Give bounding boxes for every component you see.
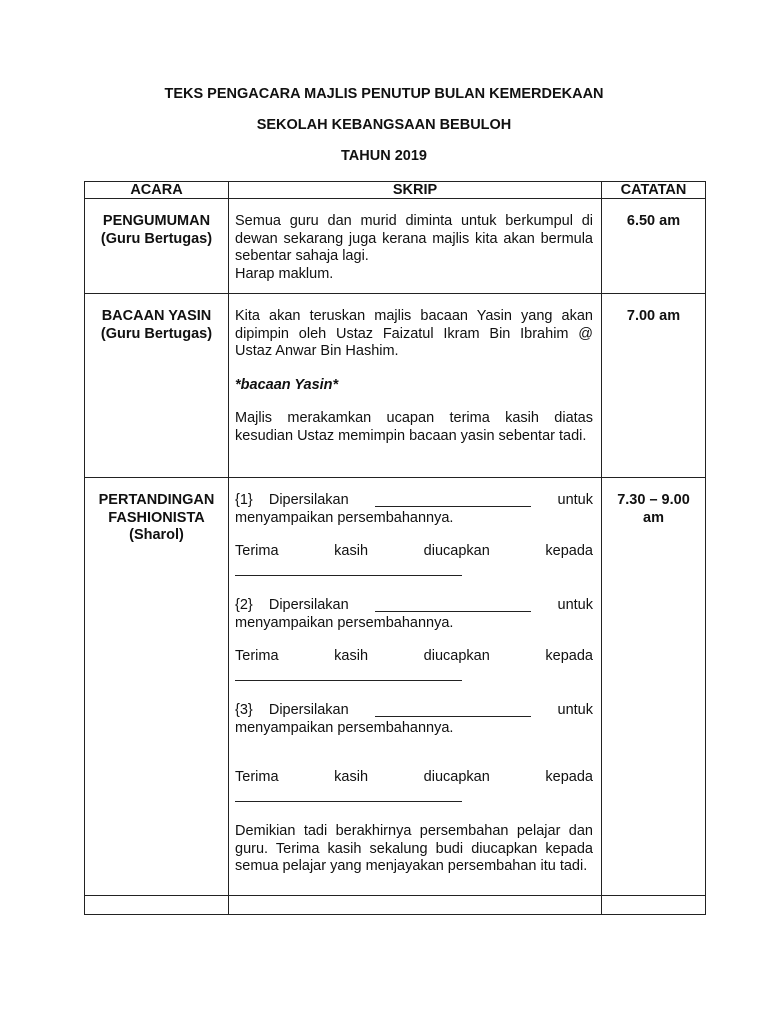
header-skrip: SKRIP	[229, 182, 602, 199]
catatan-cell: 6.50 am	[602, 199, 706, 294]
acara-name: PERTANDINGAN	[98, 492, 215, 508]
table-row	[85, 199, 706, 294]
skrip-paragraph: menyampaikan persembahannya.	[235, 509, 454, 526]
header-row	[85, 182, 706, 199]
fill-blank	[235, 561, 462, 576]
skrip-cell	[229, 478, 602, 896]
skrip-paragraph: menyampaikan persembahannya.	[235, 614, 454, 631]
invite-line-2: {2} Dipersilakan untuk	[235, 597, 593, 613]
acara-person: (Guru Bertugas)	[100, 230, 213, 247]
skrip-paragraph: Semua guru dan murid diminta untuk berkumpul di dewan sekarang juga kerana majlis kita akan bermula sebentar sahaja lagi.	[235, 213, 593, 264]
header-catatan: CATATAN	[602, 182, 706, 199]
acara-cell	[85, 199, 229, 294]
thanks-line: Terima kasih diucapkan kepada	[235, 543, 593, 559]
skrip-stage-direction: *bacaan Yasin*	[235, 376, 339, 393]
school-name: SEKOLAH KEBANGSAAN BEBULOH	[256, 117, 512, 133]
fill-blank	[375, 702, 531, 717]
script-table	[84, 181, 706, 915]
table-row	[85, 294, 706, 478]
acara-cell	[85, 294, 229, 478]
empty-cell	[229, 896, 602, 915]
skrip-cell	[229, 199, 602, 294]
header-acara: ACARA	[85, 182, 229, 199]
year-heading: TAHUN 2019	[341, 148, 427, 164]
acara-person: (Guru Bertugas)	[100, 325, 213, 342]
empty-row	[85, 896, 706, 915]
acara-name: BACAAN YASIN	[101, 308, 212, 324]
acara-name: PENGUMUMAN	[102, 213, 211, 229]
thanks-line: Terima kasih diucapkan kepada	[235, 648, 593, 664]
acara-name-2: FASHIONISTA	[108, 509, 205, 526]
fill-blank	[375, 492, 531, 507]
skrip-paragraph: Harap maklum.	[235, 265, 334, 282]
skrip-cell	[229, 294, 602, 478]
skrip-paragraph: menyampaikan persembahannya.	[235, 719, 454, 736]
table-row	[85, 478, 706, 896]
invite-line-1: {1} Dipersilakan untuk	[235, 492, 593, 508]
skrip-paragraph: Kita akan teruskan majlis bacaan Yasin yang akan dipimpin oleh Ustaz Faizatul Ikram Bin Ibrahim @ Ustaz Anwar Bin Hashim.	[235, 308, 593, 359]
acara-person: (Sharol)	[129, 527, 184, 543]
fill-blank	[235, 787, 462, 802]
empty-cell	[602, 896, 706, 915]
thanks-line: Terima kasih diucapkan kepada	[235, 769, 593, 785]
fill-blank	[375, 597, 531, 612]
fill-blank	[235, 666, 462, 681]
closing-paragraph: Demikian tadi berakhirnya persembahan pelajar dan guru. Terima kasih sekalung budi diucapkan kepada semua pelajar yang menjayakan persembahan itu tadi.	[235, 823, 593, 874]
catatan-cell: 7.30 – 9.00 am	[602, 478, 706, 896]
empty-cell	[85, 896, 229, 915]
catatan-cell: 7.00 am	[602, 294, 706, 478]
document-title: TEKS PENGACARA MAJLIS PENUTUP BULAN KEMERDEKAAN	[164, 86, 604, 102]
acara-cell	[85, 478, 229, 896]
skrip-paragraph: Majlis merakamkan ucapan terima kasih diatas kesudian Ustaz memimpin bacaan yasin sebentar tadi.	[235, 410, 593, 444]
invite-line-3: {3} Dipersilakan untuk	[235, 702, 593, 718]
